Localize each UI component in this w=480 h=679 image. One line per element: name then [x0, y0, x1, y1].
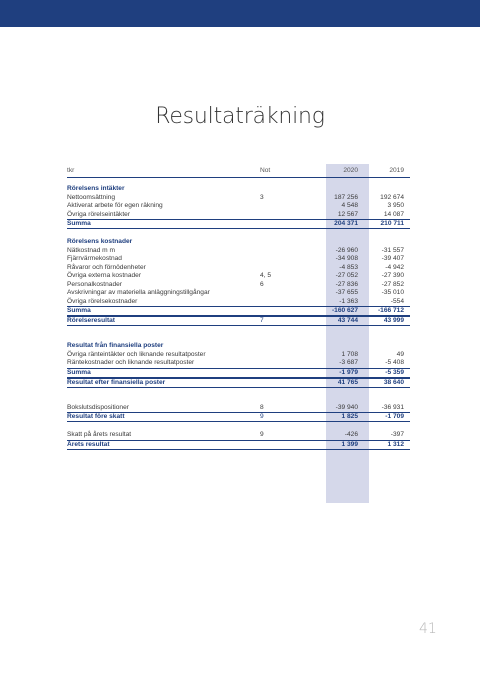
section-heading: Rörelsens intäkter	[67, 185, 125, 192]
page-number: 41	[419, 621, 437, 637]
header-2019: 2019	[389, 167, 404, 174]
table-row: Övriga rörelsekostnader -1 363 -554	[67, 297, 404, 305]
table-row: Övriga rörelseintäkter 12 567 14 087	[67, 210, 404, 218]
appropriations-row: Bokslutsdispositioner 8 -39 940 -36 931	[67, 403, 404, 411]
pretax-result-row: Resultat före skatt 9 1 825 -1 709	[67, 412, 410, 422]
header-2020: 2020	[343, 167, 358, 174]
table-row: Avskrivningar av materiella anläggningstillgångar -37 655 -35 010	[67, 289, 404, 296]
table-row: Fjärrvärmekostnad -34 908 -39 407	[67, 255, 404, 262]
table-header	[67, 166, 410, 178]
table-row: Aktiverat arbete för egen räkning 4 548 3 950	[67, 202, 404, 209]
table-row: Personalkostnader 6 -27 836 -27 852	[67, 280, 404, 288]
header-note: Not	[260, 167, 271, 174]
table-row: Råvaror och förnödenheter -4 853 -4 942	[67, 263, 404, 271]
table-row: Övriga ränteintäkter och liknande resultatposter 1 708 49	[67, 350, 404, 358]
top-bar	[0, 0, 480, 27]
net-result-row: Årets resultat 1 399 1 312	[67, 440, 410, 450]
table-row: Nettoomsättning 3 187 256 192 674	[67, 193, 404, 201]
section-heading: Rörelsens kostnader	[67, 238, 133, 245]
page-title: Resultaträkning	[155, 104, 325, 129]
sum-row: Summa -160 627 -166 712	[67, 306, 410, 316]
sum-row: Summa -1 979 -5 359	[67, 368, 410, 378]
table-row: Övriga externa kostnader 4, 5 -27 052 -27 390	[67, 272, 404, 279]
table-row: Nätkostnad m m -26 960 -31 557	[67, 246, 404, 254]
table-row: Räntekostnader och liknande resultatposter -3 687 -5 408	[67, 359, 404, 366]
financial-result-row: Resultat efter finansiella poster 41 765 38 640	[67, 378, 410, 388]
header-unit: tkr	[67, 167, 75, 174]
tax-row: Skatt på årets resultat 9 -426 -397	[67, 431, 404, 438]
sum-row: Summa 204 371 210 711	[67, 219, 410, 229]
income-statement-table	[67, 166, 410, 450]
operating-result-row: Rörelseresultat 7 43 744 43 999	[67, 316, 410, 326]
section-heading: Resultat från finansiella poster	[67, 342, 164, 349]
